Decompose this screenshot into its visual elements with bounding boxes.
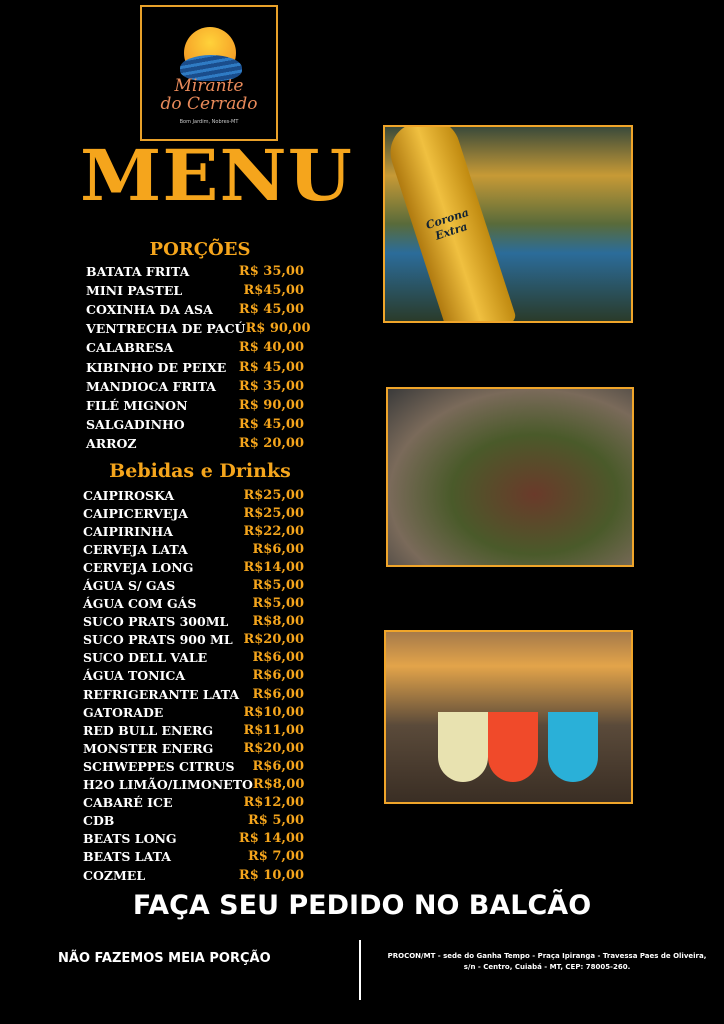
menu-item: [86, 338, 304, 357]
procon-line2: s/n - Centro, Cuiabá - MT, CEP: 78005-260.: [463, 963, 631, 971]
glass-blue: [548, 712, 598, 782]
logo-name-line2: do Cerrado: [160, 94, 258, 114]
item-price: R$ 20,00: [238, 435, 304, 451]
logo-name: [142, 77, 276, 113]
menu-item: [83, 667, 304, 685]
glass-red: [488, 712, 538, 782]
item-name: CAIPIRINHA: [83, 523, 173, 539]
item-price: R$14,00: [243, 559, 304, 575]
item-name: COXINHA DA ASA: [86, 302, 213, 318]
item-price: R$22,00: [243, 523, 304, 539]
menu-title: MENU: [80, 134, 353, 217]
porcoes-list: [86, 262, 311, 453]
item-price: R$20,00: [243, 740, 304, 756]
menu-item: [83, 504, 304, 522]
bebidas-list: [83, 486, 304, 884]
item-price: R$6,00: [252, 541, 304, 557]
menu-item: [83, 540, 304, 558]
item-name: ÁGUA TONICA: [83, 668, 186, 684]
item-name: SALGADINHO: [86, 416, 185, 432]
item-price: R$ 35,00: [238, 264, 304, 280]
bebidas-heading: Bebidas e Drinks: [109, 460, 291, 482]
porcoes-heading: PORÇÕES: [149, 239, 251, 260]
menu-item: [83, 703, 304, 721]
item-price: R$ 45,00: [238, 359, 304, 375]
no-half-portion: NÃO FAZEMOS MEIA PORÇÃO: [58, 951, 271, 966]
glass-white: [438, 712, 488, 782]
item-price: R$12,00: [243, 795, 304, 811]
divider: [359, 940, 361, 1000]
menu-item: [83, 866, 304, 884]
item-name: KIBINHO DE PEIXE: [86, 359, 227, 375]
item-price: R$8,00: [252, 777, 305, 793]
photo-drinks-sunset: [384, 630, 633, 804]
item-name: CDB: [83, 813, 115, 829]
menu-item: [83, 486, 304, 504]
menu-item: [83, 721, 304, 739]
procon-line1: PROCON/MT - sede do Ganha Tempo - Praça Ipiranga - Travessa Paes de Oliveira,: [387, 952, 707, 960]
item-price: R$5,00: [252, 578, 304, 594]
item-price: R$25,00: [243, 487, 304, 503]
item-name: MONSTER ENERG: [83, 740, 214, 756]
item-price: R$8,00: [252, 614, 304, 630]
logo-name-line1: Mirante: [174, 76, 244, 96]
item-price: R$ 90,00: [238, 397, 304, 413]
item-name: BATATA FRITA: [86, 264, 190, 280]
menu-item: [86, 262, 304, 281]
menu-item: [86, 319, 311, 338]
menu-item: [83, 848, 304, 866]
item-price: R$ 35,00: [238, 378, 304, 394]
menu-item: [83, 595, 304, 613]
item-name: CALABRESA: [86, 340, 174, 356]
item-name: SUCO DELL VALE: [83, 650, 208, 666]
menu-item: [83, 631, 304, 649]
menu-item: [86, 434, 304, 453]
menu-item: [86, 357, 304, 376]
order-at-counter: FAÇA SEU PEDIDO NO BALCÃO: [132, 890, 592, 921]
menu-item: [83, 830, 304, 848]
item-price: R$20,00: [243, 632, 304, 648]
item-name: FILÉ MIGNON: [86, 397, 188, 413]
menu-item: [83, 576, 304, 594]
item-name: SUCO PRATS 900 ML: [83, 632, 233, 648]
menu-item: [83, 739, 304, 757]
item-price: R$6,00: [252, 686, 304, 702]
menu-item: [86, 415, 304, 434]
menu-item: [83, 558, 304, 576]
item-name: BEATS LATA: [83, 849, 171, 865]
item-price: R$ 40,00: [238, 340, 304, 356]
item-name: CERVEJA LATA: [83, 541, 188, 557]
menu-item: [86, 300, 304, 319]
item-name: MINI PASTEL: [86, 283, 183, 299]
item-price: R$25,00: [243, 505, 304, 521]
logo: [140, 5, 278, 141]
item-name: ARROZ: [86, 435, 137, 451]
item-name: REFRIGERANTE LATA: [83, 686, 240, 702]
item-name: ÁGUA S/ GAS: [83, 578, 176, 594]
menu-item: [83, 685, 304, 703]
menu-item: [83, 776, 304, 794]
logo-location: Bom Jardim, Nobres-MT: [179, 119, 239, 125]
item-price: R$6,00: [252, 650, 304, 666]
item-name: COZMEL: [83, 867, 146, 883]
menu-item: [83, 757, 304, 775]
item-name: CERVEJA LONG: [83, 559, 194, 575]
item-price: R$ 7,00: [247, 849, 304, 865]
item-price: R$ 14,00: [238, 831, 304, 847]
item-price: R$10,00: [243, 704, 304, 720]
menu-item: [83, 522, 304, 540]
item-name: ÁGUA COM GÁS: [83, 596, 197, 612]
item-price: R$5,00: [252, 596, 304, 612]
item-price: R$ 45,00: [238, 302, 304, 318]
menu-item: [83, 613, 304, 631]
menu-item: [86, 281, 304, 300]
beer-bottle: [383, 125, 517, 323]
item-name: RED BULL ENERG: [83, 722, 214, 738]
item-price: R$ 10,00: [238, 867, 304, 883]
item-name: MANDIOCA FRITA: [86, 378, 216, 394]
item-name: SUCO PRATS 300ML: [83, 614, 229, 630]
item-name: VENTRECHA DE PACÚ: [86, 321, 246, 337]
item-price: R$ 45,00: [238, 416, 304, 432]
item-name: H2O LIMÃO/LIMONETO: [83, 777, 253, 793]
menu-item: [86, 377, 304, 396]
photo-corona-pool: [383, 125, 633, 323]
menu-item: [83, 812, 304, 830]
item-name: CABARÉ ICE: [83, 795, 173, 811]
menu-item: [86, 396, 304, 415]
item-price: R$11,00: [243, 722, 304, 738]
item-name: CAIPIROSKA: [83, 487, 175, 503]
beer-label: Corona Extra: [424, 205, 471, 243]
menu-item: [83, 649, 304, 667]
item-price: R$ 5,00: [247, 813, 304, 829]
item-price: R$6,00: [252, 758, 304, 774]
item-name: GATORADE: [83, 704, 164, 720]
procon-address: [380, 951, 714, 973]
item-price: R$ 90,00: [245, 321, 311, 337]
photo-food-platter: [386, 387, 634, 567]
item-name: BEATS LONG: [83, 831, 177, 847]
item-price: R$6,00: [252, 668, 304, 684]
item-name: CAIPICERVEJA: [83, 505, 188, 521]
item-name: SCHWEPPES CITRUS: [83, 758, 235, 774]
menu-item: [83, 794, 304, 812]
item-price: R$45,00: [243, 283, 304, 299]
